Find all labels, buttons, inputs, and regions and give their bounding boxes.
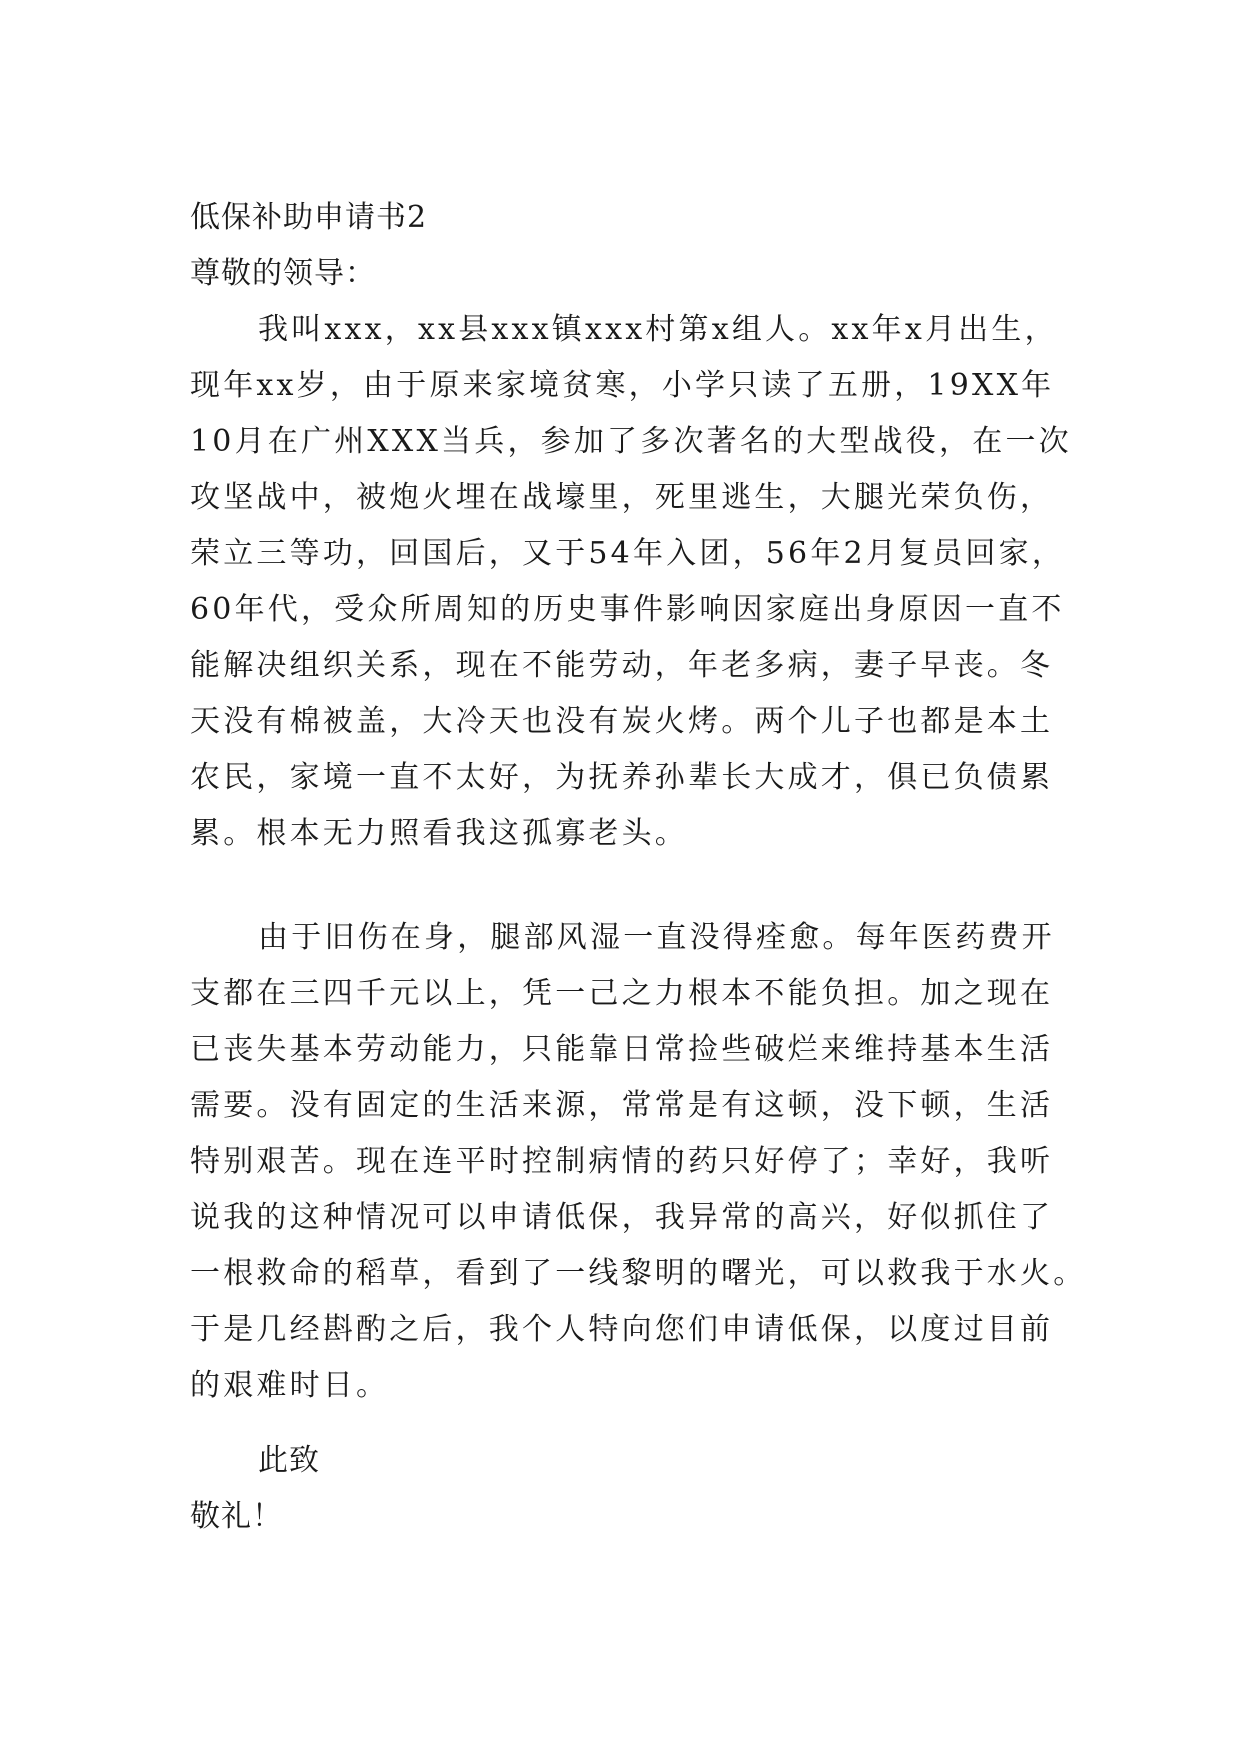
paragraph-line: 现年xx岁，由于原来家境贫寒，小学只读了五册，19XX年	[190, 368, 1055, 403]
regards: 敬礼！	[190, 1499, 283, 1534]
paragraph-line: 荣立三等功，回国后，又于54年入团，56年2月复员回家，	[190, 536, 1066, 571]
paragraph-line: 由于旧伤在身，腿部风湿一直没得痊愈。每年医药费开	[258, 920, 1055, 955]
paragraph-line: 特别艰苦。现在连平时控制病情的药只好停了；幸好，我听	[190, 1144, 1054, 1179]
document-title: 低保补助申请书2	[190, 200, 428, 235]
paragraph-line: 一根救命的稻草，看到了一线黎明的曙光，可以救我于水火。	[190, 1256, 1087, 1291]
paragraph-line: 已丧失基本劳动能力，只能靠日常捡些破烂来维持基本生活	[190, 1032, 1054, 1067]
paragraph-line: 天没有棉被盖，大冷天也没有炭火烤。两个儿子也都是本土	[190, 704, 1054, 739]
closing: 此致	[258, 1443, 320, 1478]
paragraph-line: 支都在三四千元以上，凭一己之力根本不能负担。加之现在	[190, 976, 1054, 1011]
paragraph-line: 于是几经斟酌之后，我个人特向您们申请低保，以度过目前	[190, 1312, 1054, 1347]
salutation: 尊敬的领导：	[190, 256, 376, 291]
paragraph-line: 需要。没有固定的生活来源，常常是有这顿，没下顿，生活	[190, 1088, 1054, 1123]
paragraph-line: 农民，家境一直不太好，为抚养孙辈长大成才，俱已负债累	[190, 760, 1054, 795]
paragraph-line: 说我的这种情况可以申请低保，我异常的高兴，好似抓住了	[190, 1200, 1054, 1235]
paragraph-line: 60年代，受众所周知的历史事件影响因家庭出身原因一直不	[190, 592, 1065, 627]
paragraph-line: 我叫xxx，xx县xxx镇xxx村第x组人。xx年x月出生，	[258, 312, 1058, 347]
paragraph-line: 10月在广州XXX当兵，参加了多次著名的大型战役，在一次	[190, 424, 1072, 459]
paragraph-line: 的艰难时日。	[190, 1368, 390, 1403]
paragraph-line: 攻坚战中，被炮火埋在战壕里，死里逃生，大腿光荣负伤，	[190, 480, 1054, 515]
paragraph-line: 累。根本无力照看我这孤寡老头。	[190, 816, 688, 851]
paragraph-line: 能解决组织关系，现在不能劳动，年老多病，妻子早丧。冬	[190, 648, 1054, 683]
